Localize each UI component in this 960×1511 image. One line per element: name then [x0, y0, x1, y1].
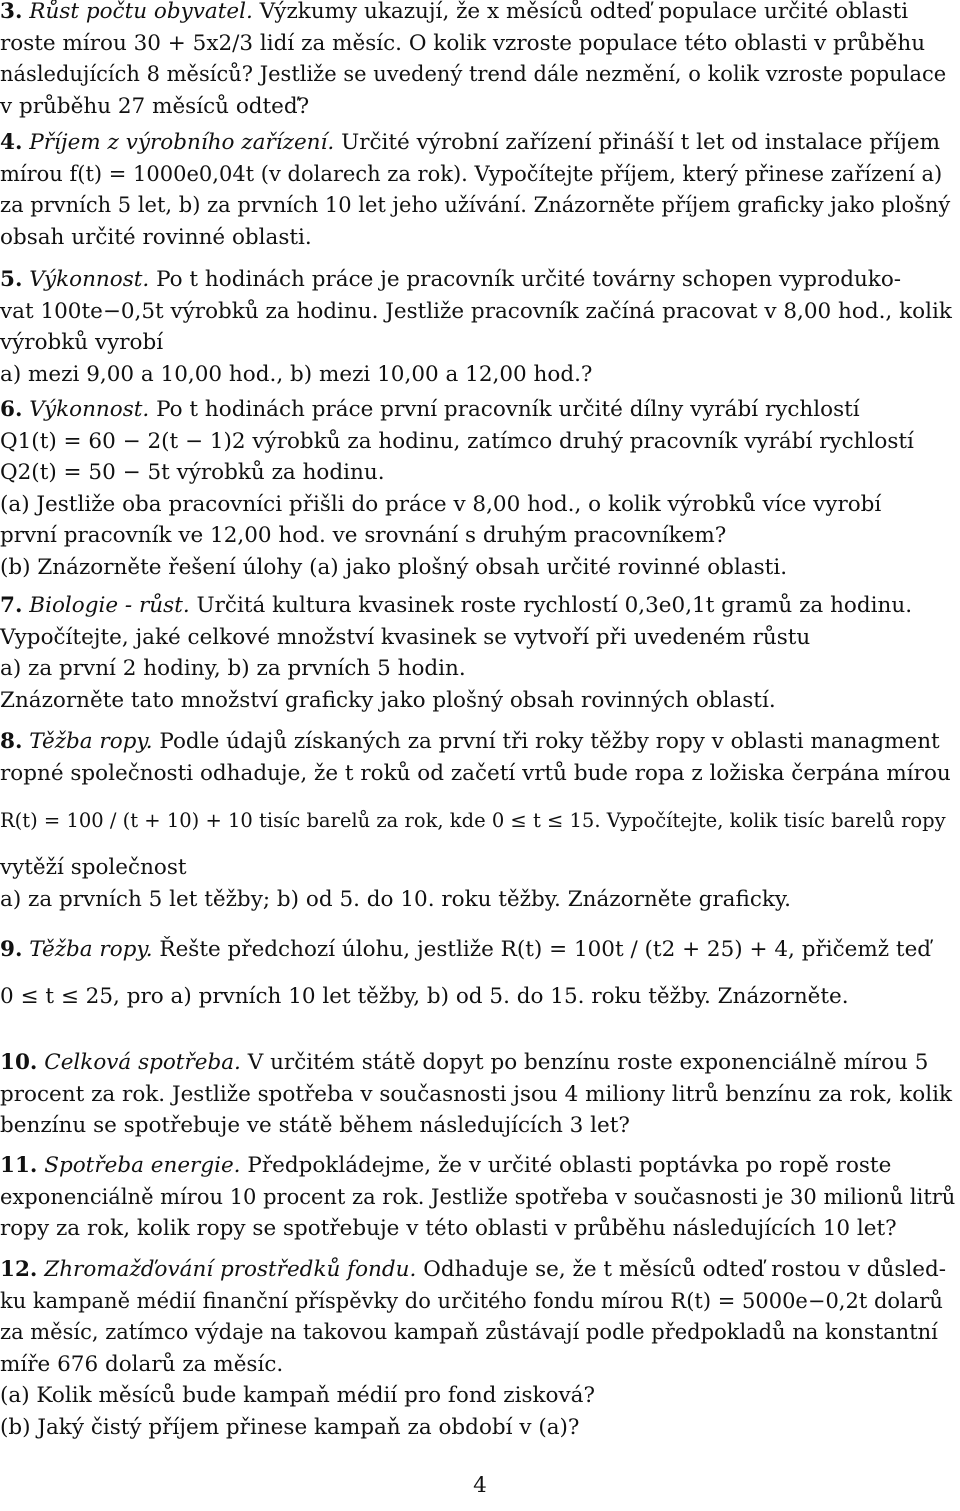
text-line: a) mezi 9,00 a 10,00 hod., b) mezi 10,00 a 12,00 hod.? — [0, 361, 593, 387]
text-line: V určitém státě dopyt po benzínu roste exponenciálně mírou 5 — [247, 1050, 929, 1075]
text-line: exponenciálně mírou 10 procent za rok. Jestliže spotřeba v současnosti je 30 milionů litrů — [0, 1184, 956, 1209]
text-line: Podle údajů získaných za první tři roky těžby ropy v oblasti managment — [159, 729, 940, 754]
exercise-9 — [0, 918, 956, 1013]
exercise-7 — [0, 590, 956, 716]
text-line: Určité výrobní zařízení přináší t let od instalace příjem — [341, 130, 940, 155]
text-line: následujících 8 měsíců? Jestliže se uvedený trend dále nezmění, o kolik vzroste populace — [0, 62, 947, 86]
exercise-8 — [0, 726, 956, 915]
exercise-4 — [0, 127, 956, 253]
text-line: Q2(t) = 50 − 5t výrobků za hodinu. — [0, 460, 385, 485]
exercise-5 — [0, 264, 956, 390]
exercise-title: Výkonnost. — [29, 267, 150, 292]
exercise-title: Spotřeba energie. — [44, 1153, 241, 1178]
exercise-number: 4. — [0, 130, 23, 155]
text-line: Znázorněte tato množství graficky jako plošný obsah rovinných oblastí. — [0, 687, 776, 713]
page-number: 4 — [473, 1473, 487, 1498]
exercise-title: Výkonnost. — [29, 397, 150, 422]
exercise-6 — [0, 394, 956, 583]
text-line: (b) Znázorněte řešení úlohy (a) jako plošný obsah určité rovinné oblasti. — [0, 554, 788, 580]
text-line: Předpokládejme, že v určité oblasti poptávka po ropě roste — [247, 1153, 892, 1178]
exercise-title: Příjem z výrobního zařízení. — [29, 130, 335, 155]
text-line: první pracovník ve 12,00 hod. ve srovnání s druhým pracovníkem? — [0, 523, 727, 548]
text-line: (a) Kolik měsíců bude kampaň médií pro fond zisková? — [0, 1383, 595, 1408]
exercise-10 — [0, 1047, 956, 1142]
text-line: Po t hodinách práce je pracovník určité továrny schopen vyprodukо- — [156, 267, 902, 292]
text-line: procent za rok. Jestliže spotřeba v současnosti jsou 4 miliony litrů benzínu za rok, kolik — [0, 1081, 952, 1107]
text-line: a) za první 2 hodiny, b) za prvních 5 hodin. — [0, 656, 466, 681]
text-line: ropné společnosti odhaduje, že t roků od začetí vrtů bude ropa z ložiska čerpána mírou — [0, 760, 951, 786]
text-line: ropy za rok, kolik ropy se spotřebuje v této oblasti v průběhu následujících 10 let? — [0, 1216, 897, 1241]
exercise-number: 11. — [0, 1153, 38, 1178]
text-line: Řešte předchozí úlohu, jestliže R(t) = 100t / (t2 + 25) + 4, přičemž teď — [159, 937, 932, 962]
text-line: mírou f(t) = 1000e0,04t (v dolarech za rok). Vypočítejte příjem, který přinese zařízení a) — [0, 161, 943, 186]
exercise-title: Těžba ropy. — [29, 729, 153, 754]
text-line: Výzkumy ukazují, že x měsíců odteď populace určité oblasti — [259, 0, 909, 24]
text-line: Po t hodinách práce první pracovník určité dílny vyrábí rychlostí — [156, 397, 860, 422]
text-line: Q1(t) = 60 − 2(t − 1)2 výrobků za hodinu, zatímco druhý pracovník vyrábí rychlostí — [0, 428, 914, 454]
exercise-3 — [0, 0, 956, 122]
exercise-number: 6. — [0, 397, 23, 422]
text-line: v průběhu 27 měsíců odteď? — [0, 93, 310, 119]
exercise-number: 3. — [0, 0, 23, 24]
text-line: vat 100te−0,5t výrobků za hodinu. Jestliže pracovník začíná pracovat v 8,00 hod., kolik — [0, 298, 952, 324]
text-line: výrobků vyrobí — [0, 330, 164, 355]
text-line: míře 676 dolarů za měsíc. — [0, 1351, 284, 1377]
exercise-number: 9. — [0, 937, 23, 962]
text-line: Určitá kultura kvasinek roste rychlostí 0,3e0,1t gramů za hodinu. — [196, 593, 913, 618]
text-line: Odhaduje se, že t měsíců odteď rostou v důsled- — [423, 1257, 947, 1282]
exercise-number: 5. — [0, 267, 23, 292]
text-line: roste mírou 30 + 5x2/3 lidí za měsíc. O kolik vzroste populace této oblasti v průběhu — [0, 30, 926, 56]
text-line: za prvních 5 let, b) za prvních 10 let jeho užívání. Znázorněte příjem graficky jako plošný — [0, 193, 951, 217]
exercise-title: Těžba ropy. — [29, 937, 153, 962]
exercise-number: 8. — [0, 729, 23, 754]
exercise-title: Zhromažďování prostředků fondu. — [44, 1257, 417, 1282]
text-line: (b) Jaký čistý příjem přinese kampaň za období v (a)? — [0, 1414, 580, 1440]
exercise-title: Celková spotřeba. — [44, 1050, 241, 1075]
text-line: ku kampaně médií finanční příspěvky do určitého fondu mírou R(t) = 5000e−0,2t dolarů — [0, 1288, 943, 1313]
text-line: Vypočítejte, jaké celkové množství kvasinek se vytvoří při uvedeném růstu — [0, 624, 811, 650]
exercise-11 — [0, 1150, 956, 1245]
text-line: a) za prvních 5 let těžby; b) od 5. do 10. roku těžby. Znázorněte graficky. — [0, 886, 792, 912]
text-line: benzínu se spotřebuje ve státě během následujících 3 let? — [0, 1113, 630, 1138]
exercise-title: Růst počtu obyvatel. — [29, 0, 253, 24]
text-line: vytěží společnost — [0, 855, 187, 880]
exercise-12 — [0, 1254, 956, 1443]
text-line: 0 ≤ t ≤ 25, pro a) prvních 10 let těžby, b) od 5. do 15. roku těžby. Znázorněte. — [0, 984, 849, 1009]
text-line: R(t) = 100 / (t + 10) + 10 tisíc barelů za rok, kde 0 ≤ t ≤ 15. Vypočítejte, kolik tisíc barelů ropy — [0, 809, 946, 832]
exercise-number: 7. — [0, 593, 23, 618]
text-line: za měsíc, zatímco výdaje na takovou kampaň zůstávají podle předpokladů na konstantní — [0, 1320, 938, 1344]
exercise-title: Biologie - růst. — [29, 593, 190, 618]
exercise-number: 10. — [0, 1050, 38, 1075]
text-line: obsah určité rovinné oblasti. — [0, 224, 312, 250]
text-line: (a) Jestliže oba pracovníci přišli do práce v 8,00 hod., o kolik výrobků více vyrobí — [0, 491, 882, 517]
exercise-number: 12. — [0, 1257, 38, 1282]
